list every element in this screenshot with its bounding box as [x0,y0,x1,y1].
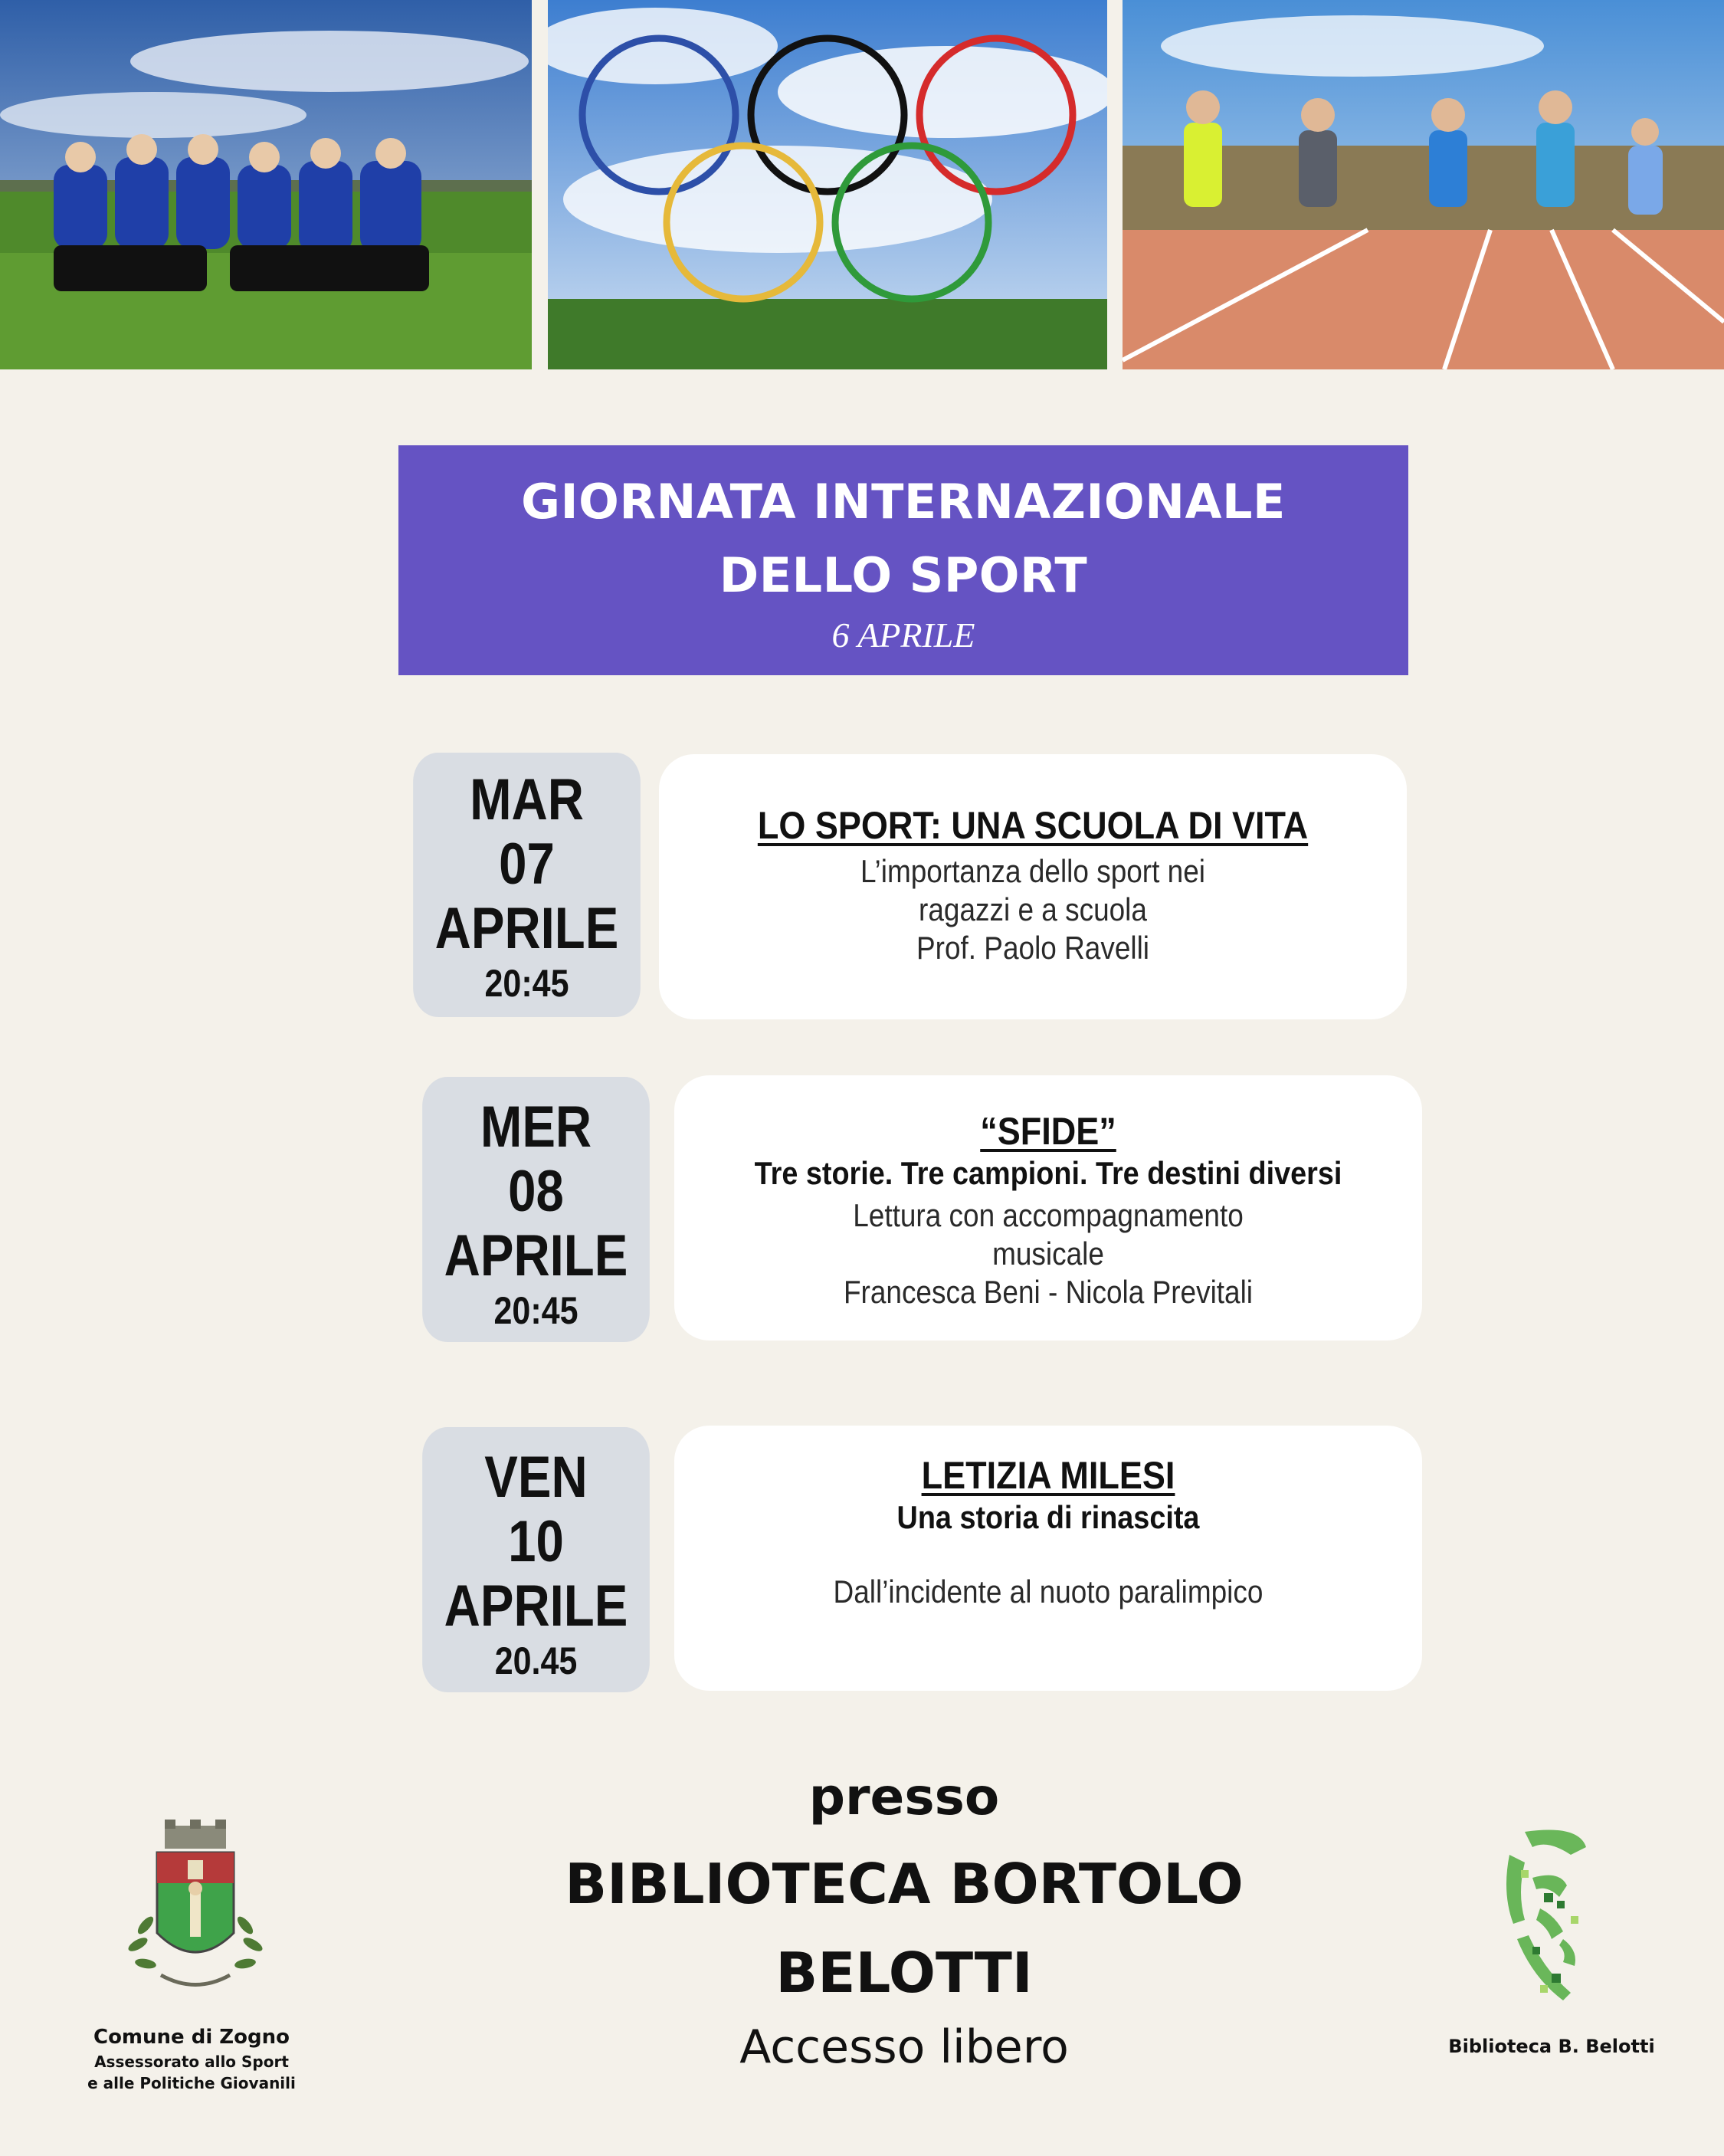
event-2-desc-2: musicale [992,1236,1104,1272]
event-1-card [659,754,1407,1019]
photo-rugby-team [0,0,532,369]
event-1-date [413,753,641,1017]
event-1-day: MAR [470,767,584,832]
event-3-date [422,1427,650,1692]
footer-left-line1: Comune di Zogno [93,2026,290,2049]
event-3-card [674,1426,1422,1691]
venue-name [429,1839,1379,2017]
footer-right-caption: Biblioteca B. Belotti [1448,2036,1655,2057]
coat-of-arms-logo [115,1818,276,1994]
banner-title-line2: DELLO SPORT [719,547,1088,603]
event-2-day: MER [480,1094,592,1160]
event-2-desc-3: Francesca Beni - Nicola Previtali [843,1274,1254,1310]
event-1-time: 20:45 [484,962,569,1005]
event-3-num: 10 [508,1509,564,1574]
title-banner [398,445,1408,675]
event-1-desc-2: ragazzi e a scuola [919,891,1147,927]
venue-name-line2: BELOTTI [775,1941,1033,2005]
event-1-title: LO SPORT: UNA SCUOLA DI VITA [757,804,1309,847]
photo-runners-track [1123,0,1724,369]
event-2-num: 08 [508,1159,564,1224]
event-3-subtitle: Una storia di rinascita [896,1499,1200,1535]
footer-left-line3: e alle Politiche Giovanili [87,2074,296,2092]
venue-name-line1: BIBLIOTECA BORTOLO [565,1852,1244,1916]
event-2-card [674,1075,1422,1341]
event-1-month: APRILE [434,896,619,961]
event-1-desc-1: L’importanza dello sport nei [860,853,1205,889]
event-1-num: 07 [499,832,555,897]
event-2-month: APRILE [444,1223,628,1288]
event-2-subtitle: Tre storie. Tre campioni. Tre destini diversi [754,1155,1342,1191]
event-3-month: APRILE [444,1574,628,1639]
event-3-day: VEN [484,1445,588,1510]
library-portrait-logo [1486,1824,1601,2008]
event-3-desc-1: Dall’incidente al nuoto paralimpico [833,1574,1264,1610]
event-2-date [422,1077,650,1342]
event-2-desc-1: Lettura con accompagnamento [853,1197,1244,1233]
footer-left-line2: Assessorato allo Sport [94,2053,289,2071]
footer-left-caption [77,2023,306,2094]
banner-title-line1: GIORNATA INTERNAZIONALE [521,474,1286,530]
event-2-title: “SFIDE” [980,1110,1116,1153]
event-3-time: 20.45 [494,1639,578,1682]
event-1-desc-3: Prof. Paolo Ravelli [916,930,1150,966]
venue-pre: presso [808,1767,1000,1826]
event-3-title: LETIZIA MILESI [921,1454,1175,1497]
venue-access: Accesso libero [739,2020,1069,2074]
banner-date: 6 APRILE [831,615,975,655]
event-2-time: 20:45 [493,1289,578,1332]
photo-olympic-rings [548,0,1107,369]
